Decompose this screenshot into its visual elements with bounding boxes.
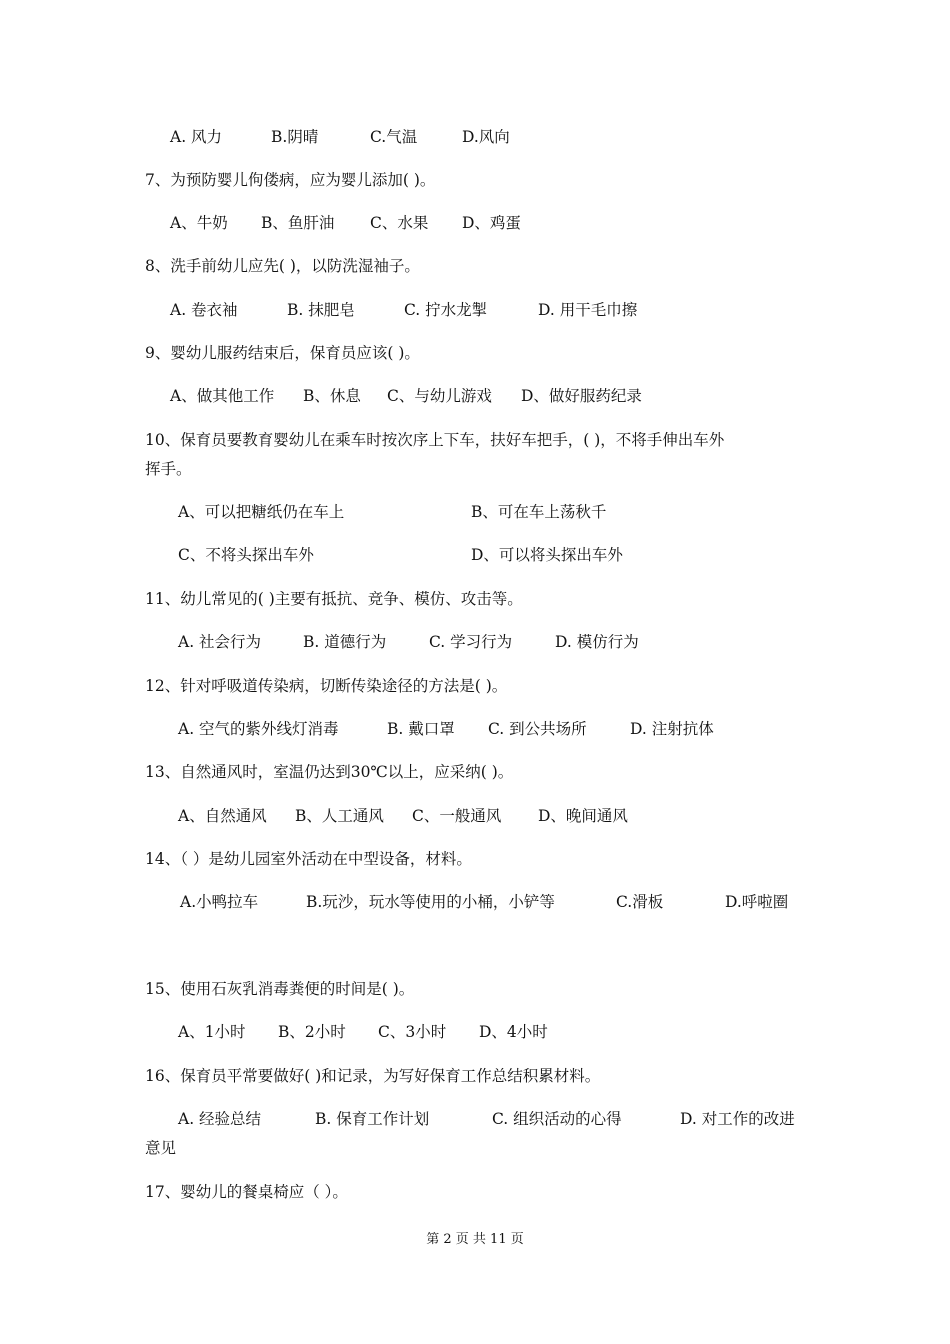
q8-stem: 8、洗手前幼儿应先( )，以防洗湿袖子。 xyxy=(145,257,420,275)
q11-stem: 11、幼儿常见的( )主要有抵抗、竞争、模仿、攻击等。 xyxy=(145,590,523,608)
q11-option-b: B. 道德行为 xyxy=(303,633,387,651)
q12-option-d: D. 注射抗体 xyxy=(630,720,714,738)
page-footer: 第 2 页 共 11 页 xyxy=(426,1232,524,1247)
q10-option-b: B、可在车上荡秋千 xyxy=(471,503,607,521)
q12-stem: 12、针对呼吸道传染病，切断传染途径的方法是( )。 xyxy=(145,677,508,695)
q16-continuation: 意见 xyxy=(145,1139,177,1157)
q13-stem: 13、自然通风时，室温仍达到30℃以上，应采纳( )。 xyxy=(145,763,514,781)
q14-option-a: A.小鸭拉车 xyxy=(180,893,259,911)
q15-stem: 15、使用石灰乳消毒粪便的时间是( )。 xyxy=(145,980,415,998)
q15-option-d: D、4小时 xyxy=(479,1023,548,1041)
q7-stem: 7、为预防婴儿佝偻病，应为婴儿添加( )。 xyxy=(145,171,436,189)
q7-option-b: B、鱼肝油 xyxy=(261,214,335,232)
q8-option-c: C. 拧水龙掣 xyxy=(404,301,488,319)
q10-stem-line1: 10、保育员要教育婴幼儿在乘车时按次序上下车，扶好车把手，( )，不将手伸出车外 xyxy=(145,431,725,449)
q12-option-c: C. 到公共场所 xyxy=(488,720,587,738)
q6-option-c: C.气温 xyxy=(370,128,418,146)
q16-option-d: D. 对工作的改进 xyxy=(680,1110,795,1128)
q14-option-c: C.滑板 xyxy=(616,893,664,911)
q11-option-a: A. 社会行为 xyxy=(178,633,262,651)
q9-stem: 9、婴幼儿服药结束后，保育员应该( )。 xyxy=(145,344,420,362)
q15-option-b: B、2小时 xyxy=(278,1023,346,1041)
q12-option-a: A. 空气的紫外线灯消毒 xyxy=(178,720,339,738)
q9-option-a: A、做其他工作 xyxy=(170,387,275,405)
q8-option-d: D. 用干毛巾擦 xyxy=(538,301,638,319)
q10-option-d: D、可以将头探出车外 xyxy=(471,546,623,564)
q11-option-d: D. 模仿行为 xyxy=(555,633,639,651)
q15-option-a: A、1小时 xyxy=(178,1023,246,1041)
q16-option-c: C. 组织活动的心得 xyxy=(492,1110,622,1128)
q9-option-d: D、做好服药纪录 xyxy=(521,387,642,405)
q15-option-c: C、3小时 xyxy=(378,1023,447,1041)
q16-stem: 16、保育员平常要做好( )和记录，为写好保育工作总结积累材料。 xyxy=(145,1067,601,1085)
q6-option-d: D.风向 xyxy=(462,128,510,146)
q8-option-b: B. 抹肥皂 xyxy=(287,301,355,319)
q10-stem-line2: 挥手。 xyxy=(145,460,192,478)
q14-option-d: D.呼啦圈 xyxy=(725,893,789,911)
q14-stem: 14、（ ）是幼儿园室外活动在中型设备，材料。 xyxy=(145,850,472,868)
q13-option-c: C、一般通风 xyxy=(412,807,502,825)
q16-option-b: B. 保育工作计划 xyxy=(315,1110,430,1128)
q10-option-a: A、可以把糖纸仍在车上 xyxy=(178,503,345,521)
q11-option-c: C. 学习行为 xyxy=(429,633,513,651)
q7-option-c: C、水果 xyxy=(370,214,429,232)
q13-option-a: A、自然通风 xyxy=(178,807,267,825)
q6-option-a: A. 风力 xyxy=(170,128,223,146)
q7-option-d: D、鸡蛋 xyxy=(462,214,521,232)
q13-option-d: D、晚间通风 xyxy=(538,807,628,825)
q16-option-a: A. 经验总结 xyxy=(178,1110,262,1128)
q8-option-a: A. 卷衣袖 xyxy=(170,301,238,319)
q9-option-b: B、休息 xyxy=(303,387,361,405)
q9-option-c: C、与幼儿游戏 xyxy=(387,387,492,405)
q13-option-b: B、人工通风 xyxy=(295,807,384,825)
q10-option-c: C、不将头探出车外 xyxy=(178,546,314,564)
q14-option-b: B.玩沙，玩水等使用的小桶，小铲等 xyxy=(306,893,555,911)
q6-option-b: B.阴晴 xyxy=(271,128,319,146)
q12-option-b: B. 戴口罩 xyxy=(387,720,455,738)
q17-stem: 17、婴幼儿的餐桌椅应（ ）。 xyxy=(145,1183,348,1201)
q7-option-a: A、牛奶 xyxy=(170,214,228,232)
